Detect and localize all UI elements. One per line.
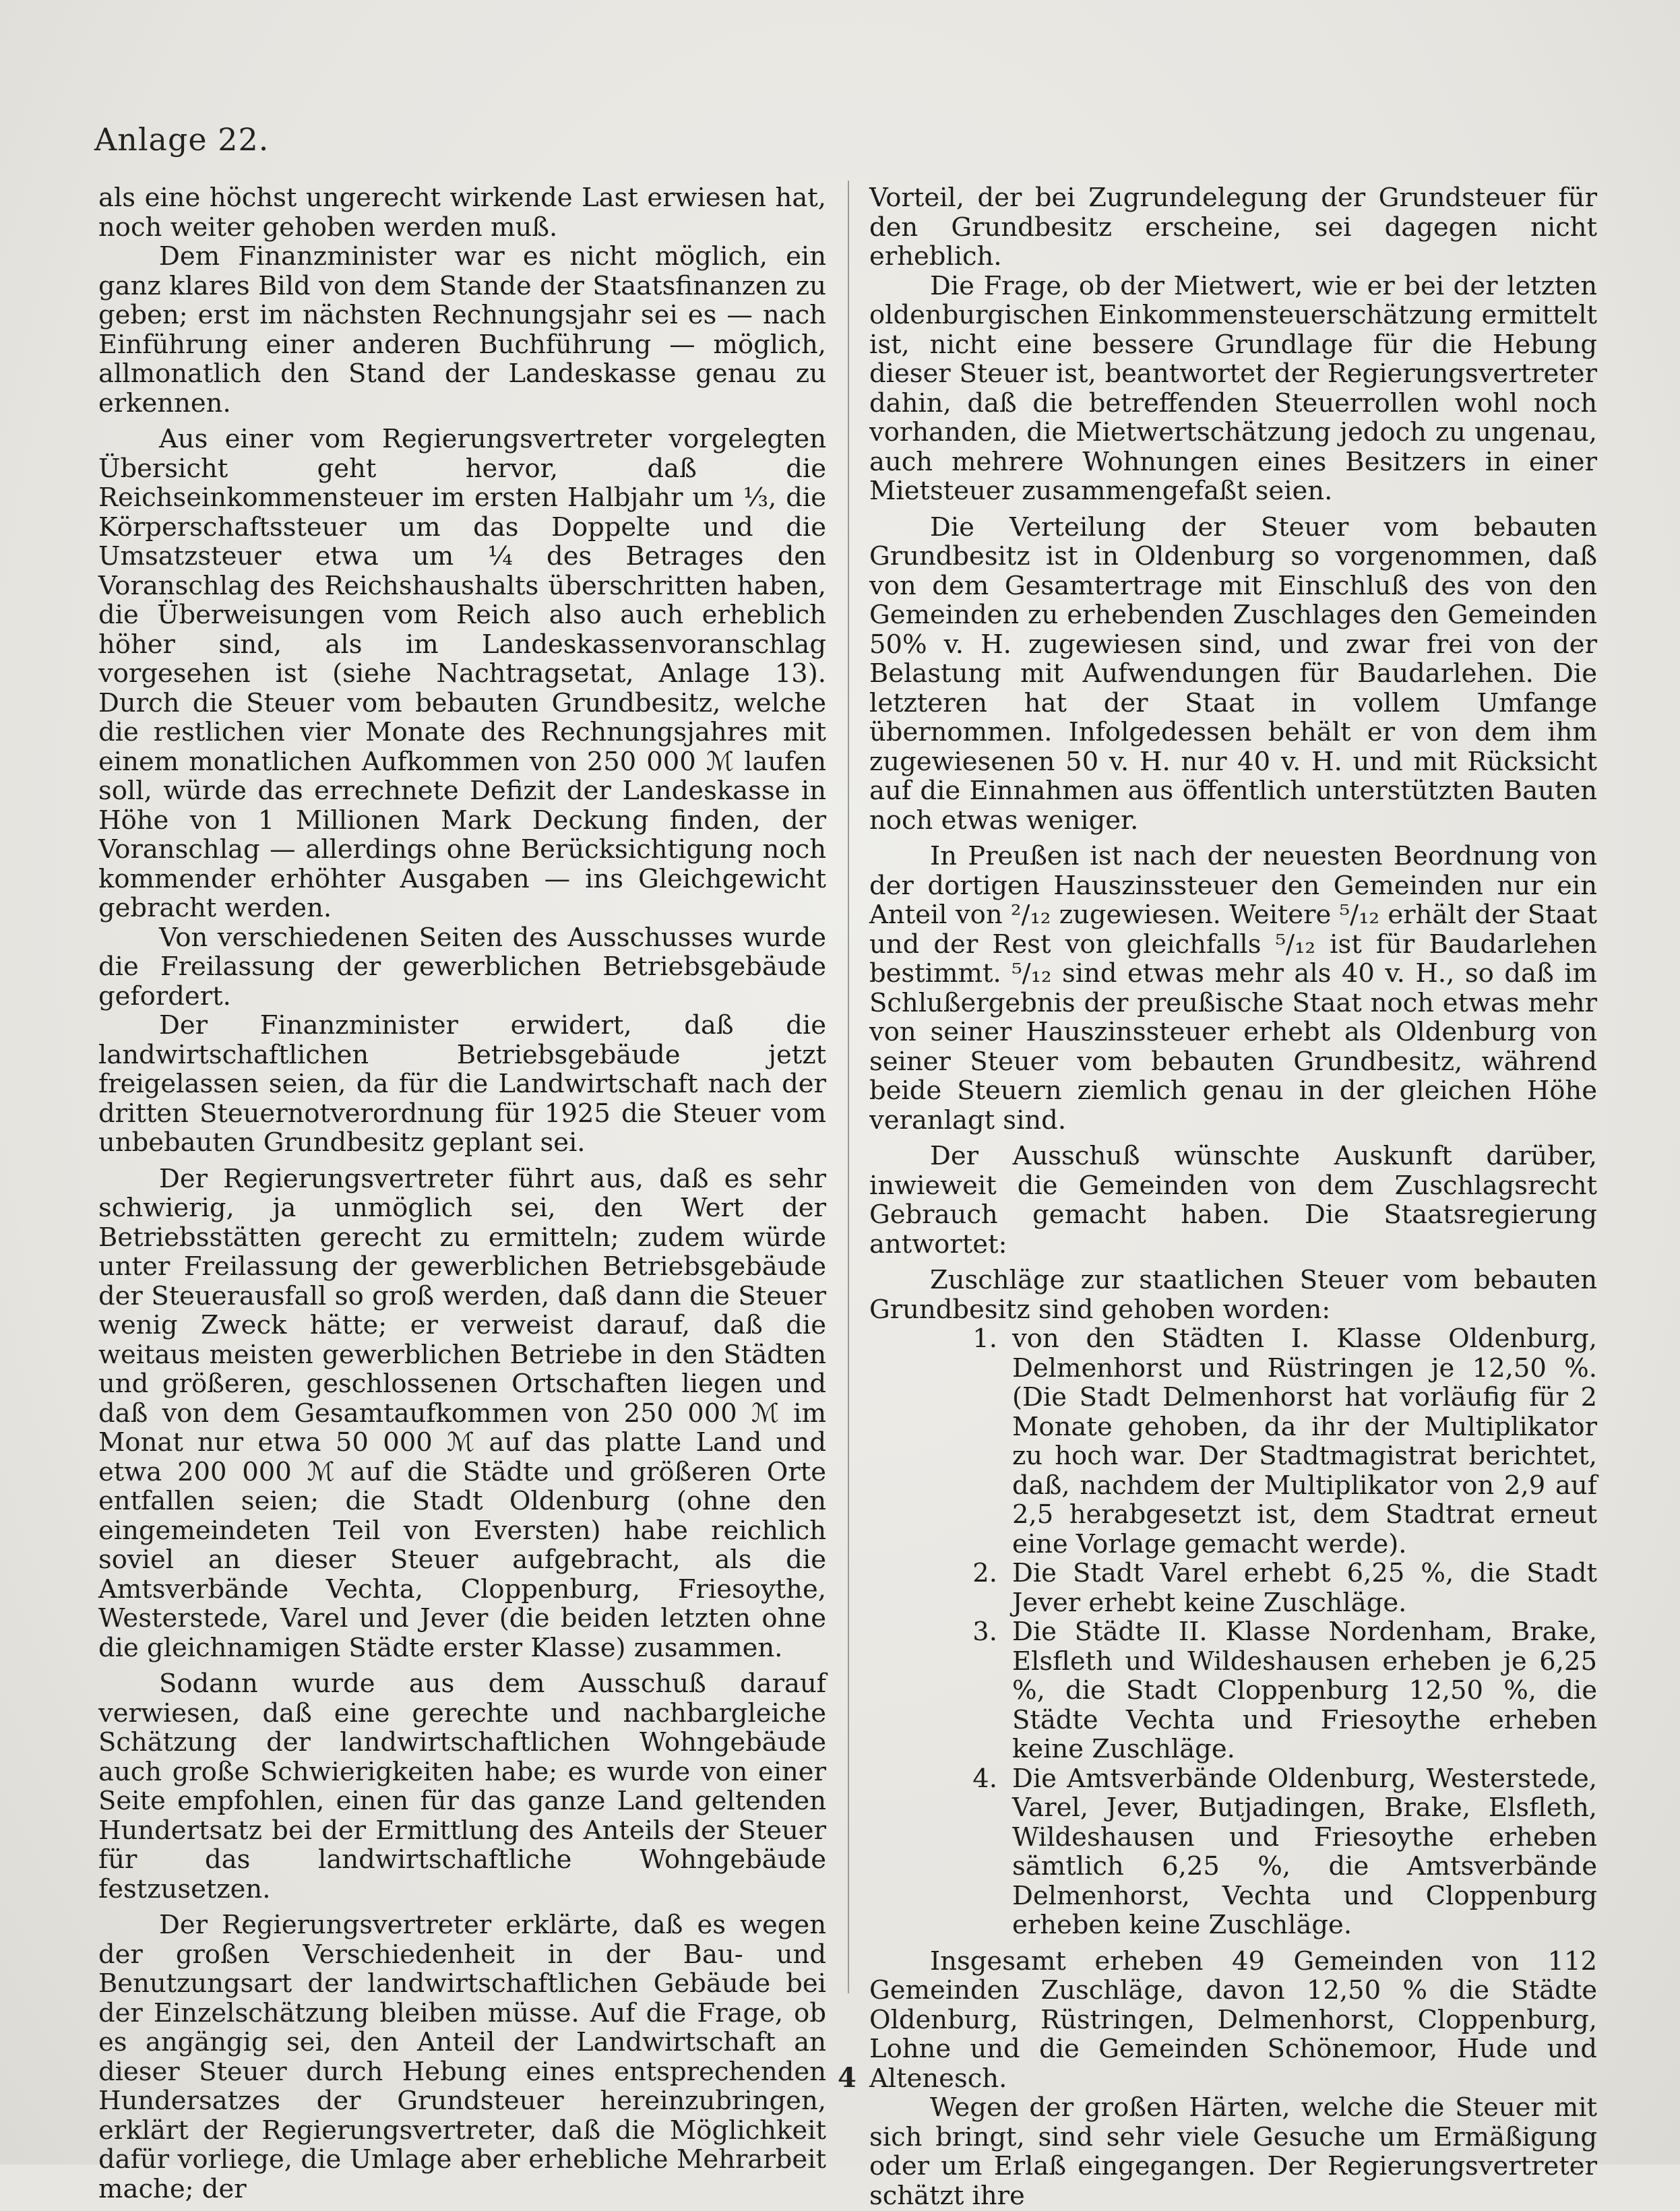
list-item: [869, 1764, 1597, 1940]
column-divider: [848, 181, 849, 1993]
paragraph: Der Finanzminister erwidert, daß die landwirtschaftlichen Betriebsgebäude jetzt freigelassen seien, da für die Landwirtschaft nach der dritten Steuernotverordnung für 1925 die Steuer vom unbebauten Grundbesitz geplant sei.: [98, 1010, 826, 1158]
left-column: [98, 183, 826, 2204]
paragraph: Insgesamt erheben 49 Gemeinden von 112 Gemeinden Zuschläge, davon 12,50 % die Städte Oldenburg, Rüstringen, Delmenhorst, Cloppenburg, Lohne und die Gemeinden Schönemoor, Hude und Altenesch.: [869, 1945, 1597, 2094]
paragraph: Dem Finanzminister war es nicht möglich, ein ganz klares Bild von dem Stande der Staatsfinanzen zu geben; erst im nächsten Rechnungsjahr sei es — nach Einführung einer anderen Buchführung — möglich, allmonatlich den Stand der Landeskasse genau zu erkennen.: [98, 241, 826, 418]
list-item: [869, 1324, 1597, 1559]
page-header: Anlage 22.: [94, 121, 270, 158]
list-item: [869, 1559, 1597, 1617]
list-number: 4.: [972, 1763, 997, 1794]
right-column: [869, 183, 1597, 2210]
paragraph: Wegen der großen Härten, welche die Steuer mit sich bringt, sind sehr viele Gesuche um Ermäßigung oder um Erlaß eingegangen. Der Regierungsvertreter schätzt ihre: [869, 2092, 1597, 2211]
paragraph: Die Verteilung der Steuer vom bebauten Grundbesitz ist in Oldenburg so vorgenommen, daß von dem Gesamtertrage mit Einschluß des von den Gemeinden zu erhebenden Zuschlages den Gemeinden 50% v. H. zugewiesen sind, und zwar frei von der Belastung mit Aufwendungen für Baudarlehen. Die letzteren hat der Staat in vollem Umfange übernommen. Infolgedessen behält er von dem ihm zugewiesenen 50 v. H. nur 40 v. H. und mit Rücksicht auf die Einnahmen aus öffentlich unterstützten Bauten noch etwas weniger.: [869, 511, 1597, 836]
paragraph: Zuschläge zur staatlichen Steuer vom bebauten Grundbesitz sind gehoben worden:: [869, 1265, 1597, 1325]
paragraph: als eine höchst ungerecht wirkende Last erwiesen hat, noch weiter gehoben werden muß.: [98, 183, 826, 243]
list-text: Die Stadt Varel erhebt 6,25 %, die Stadt Jever erhebt keine Zuschläge.: [1012, 1558, 1597, 1618]
surcharge-list: [869, 1324, 1597, 1940]
list-item: [869, 1617, 1597, 1764]
paragraph: Der Regierungsvertreter führt aus, daß es sehr schwierig, ja unmöglich sei, den Wert der Betriebsstätten gerecht zu ermitteln; zudem würde unter Freilassung der gewerblichen Betriebsgebäude der Steuerausfall so groß werden, daß dann die Steuer wenig Zweck hätte; er verweist darauf, daß die weitaus meisten gewerblichen Betriebe in den Städten und größeren, geschlossenen Ortschaften liegen und daß von dem Gesamtaufkommen von 250 000 ℳ im Monat nur etwa 50 000 ℳ auf das platte Land und etwa 200 000 ℳ auf die Städte und größeren Orte entfallen seien; die Stadt Oldenburg (ohne den eingemeindeten Teil von Eversten) habe reichlich soviel an dieser Steuer aufgebracht, als die Amtsverbände Vechta, Cloppenburg, Friesoythe, Westerstede, Varel und Jever (die beiden letzten ohne die gleichnamigen Städte erster Klasse) zusammen.: [98, 1163, 826, 1663]
list-text: von den Städten I. Klasse Oldenburg, Delmenhorst und Rüstringen je 12,50 %. (Die Stadt Delmenhorst hat vorläufig für 2 Monate gehoben, da ihr der Multiplikator zu hoch war. Der Stadtmagistrat berichtet, daß, nachdem der Multiplikator von 2,9 auf 2,5 herabgesetzt ist, dem Stadtrat erneut eine Vorlage gemacht werde).: [1012, 1324, 1597, 1559]
paragraph: Der Regierungsvertreter erklärte, daß es wegen der großen Verschiedenheit in der Bau- und Benutzungsart der landwirtschaftlichen Gebäude bei der Einzelschätzung bleiben müsse. Auf die Frage, ob es angängig sei, den Anteil der Landwirtschaft an dieser Steuer durch Hebung eines entsprechenden Hundersatzes der Grundsteuer hereinzubringen, erklärt der Regierungsvertreter, daß die Möglichkeit dafür vorliege, die Umlage aber erhebliche Mehrarbeit mache; der: [98, 1910, 826, 2204]
paragraph: Vorteil, der bei Zugrundelegung der Grundsteuer für den Grundbesitz erscheine, sei dagegen nicht erheblich.: [869, 183, 1597, 272]
paragraph: Der Ausschuß wünschte Auskunft darüber, inwieweit die Gemeinden von dem Zuschlagsrecht Gebrauch gemacht haben. Die Staatsregierung antwortet:: [869, 1141, 1597, 1259]
paragraph: Aus einer vom Regierungsvertreter vorgelegten Übersicht geht hervor, daß die Reichseinkommensteuer im ersten Halbjahr um ⅓, die Körperschaftssteuer um das Doppelte und die Umsatzsteuer etwa um ¼ des Betrages den Voranschlag des Reichshaushalts überschritten haben, die Überweisungen vom Reich also auch erheblich höher sind, als im Landeskassenvoranschlag vorgesehen ist (siehe Nachtragsetat, Anlage 13). Durch die Steuer vom bebauten Grundbesitz, welche die restlichen vier Monate des Rechnungsjahres mit einem monatlichen Aufkommen von 250 000 ℳ laufen soll, würde das errechnete Defizit der Landeskasse in Höhe von 1 Millionen Mark Deckung finden, der Voranschlag — allerdings ohne Berücksichtigung noch kommender erhöhter Ausgaben — ins Gleichgewicht gebracht werden.: [98, 424, 826, 923]
list-text: Die Städte II. Klasse Nordenham, Brake, Elsfleth und Wildeshausen erheben je 6,25 %, die Stadt Cloppenburg 12,50 %, die Städte Vechta und Friesoythe erheben keine Zuschläge.: [1012, 1617, 1597, 1764]
list-text: Die Amtsverbände Oldenburg, Westerstede, Varel, Jever, Butjadingen, Brake, Elsfleth, Wildeshausen und Friesoythe erheben sämtlich 6,25 %, die Amtsverbände Delmenhorst, Vechta und Cloppenburg erheben keine Zuschläge.: [1012, 1763, 1597, 1940]
list-number: 1.: [972, 1324, 997, 1354]
paragraph: In Preußen ist nach der neuesten Beordnung von der dortigen Hauszinssteuer den Gemeinden nur ein Anteil von ²/₁₂ zugewiesen. Weitere ⁵/₁₂ erhält der Staat und der Rest von gleichfalls ⁵/₁₂ ist für Baudarlehen bestimmt. ⁵/₁₂ sind etwas mehr als 40 v. H., so daß im Schlußergebnis der preußische Staat noch etwas mehr von seiner Hauszinssteuer erhebt als Oldenburg von seiner Steuer vom bebauten Grundbesitz, während beide Steuern ziemlich genau in der gleichen Höhe veranlagt sind.: [869, 841, 1597, 1135]
paragraph: Die Frage, ob der Mietwert, wie er bei der letzten oldenburgischen Einkommensteuerschätzung ermittelt ist, nicht eine bessere Grundlage für die Hebung dieser Steuer ist, beantwortet der Regierungsvertreter dahin, daß die betreffenden Steuerrollen wohl noch vorhanden, die Mietwertschätzung jedoch zu ungenau, auch mehrere Wohnungen eines Besitzers in einer Mietsteuer zusammengefaßt seien.: [869, 270, 1597, 506]
list-number: 2.: [972, 1558, 997, 1588]
paragraph: Von verschiedenen Seiten des Ausschusses wurde die Freilassung der gewerblichen Betriebsgebäude gefordert.: [98, 922, 826, 1011]
page-number: 4: [838, 2062, 857, 2094]
list-number: 3.: [972, 1617, 997, 1647]
paragraph: Sodann wurde aus dem Ausschuß darauf verwiesen, daß eine gerechte und nachbargleiche Schätzung der landwirtschaftlichen Wohngebäude auch große Schwierigkeiten habe; es wurde von einer Seite empfohlen, einen für das ganze Land geltenden Hundertsatz bei der Ermittlung des Anteils der Steuer für das landwirtschaftliche Wohngebäude festzusetzen.: [98, 1669, 826, 1904]
